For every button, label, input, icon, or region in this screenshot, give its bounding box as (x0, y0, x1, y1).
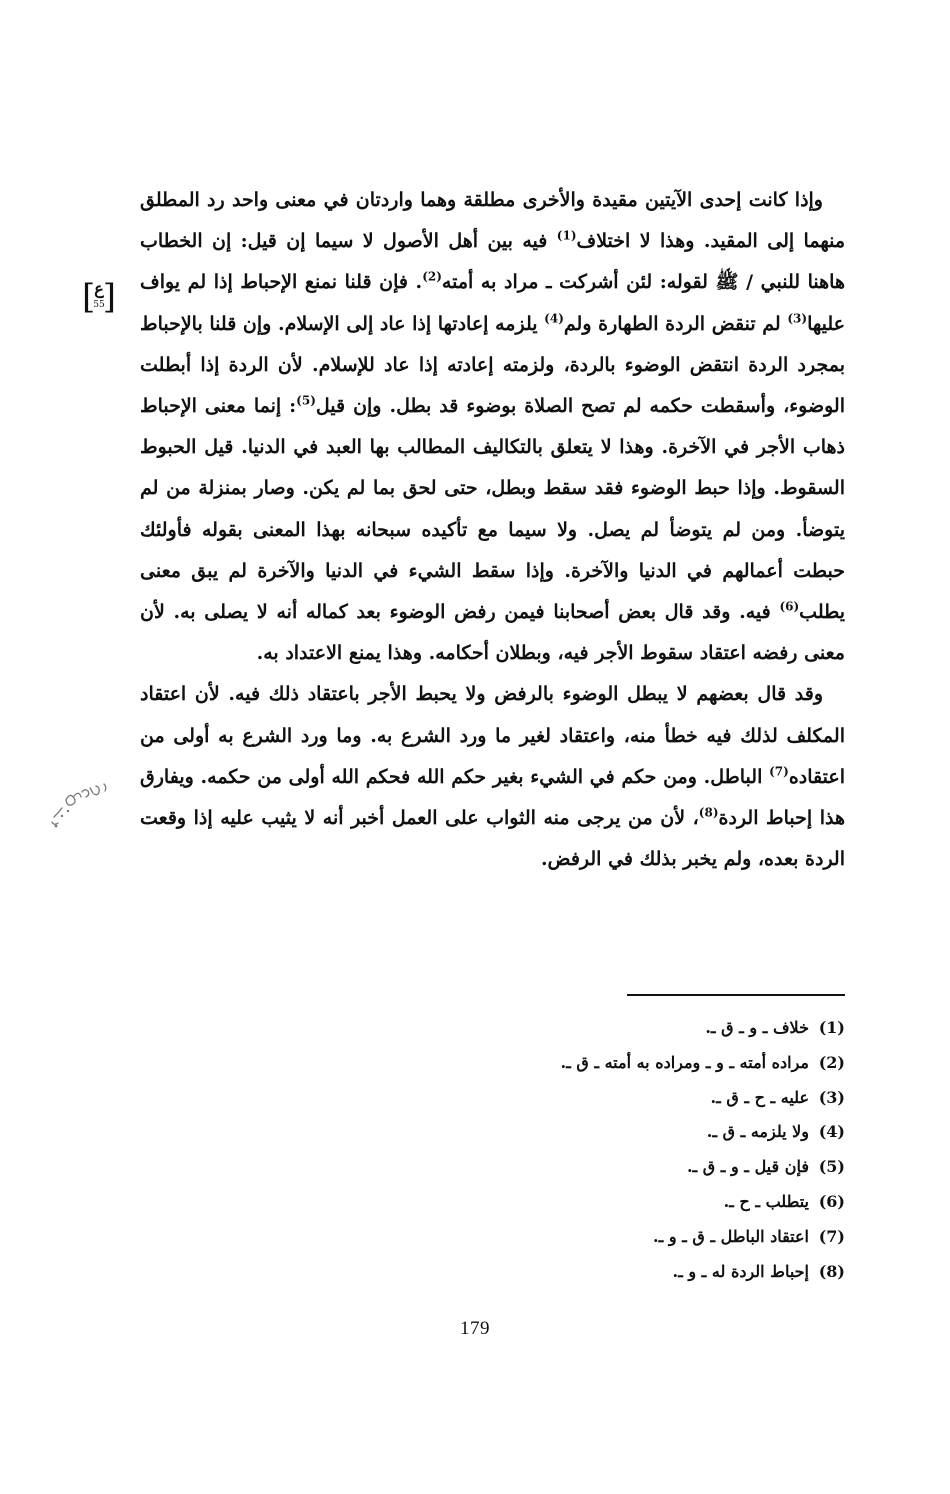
footnote-item (400, 1081, 845, 1116)
footnote-item (400, 1046, 845, 1081)
footnote-number: (8) (818, 1261, 845, 1281)
footnote-text: ولا يلزمه ـ ق ـ. (706, 1122, 809, 1142)
footnote-number: (2) (818, 1052, 845, 1072)
footnote-reference: (3) (787, 311, 808, 326)
footnote-separator (627, 994, 845, 996)
footnotes (400, 1011, 845, 1289)
footnote-item (400, 1150, 845, 1185)
footnote-text: يتطلب ـ ح ـ. (723, 1191, 809, 1211)
footnote-text: خلاف ـ و ـ ق ـ. (705, 1018, 809, 1037)
text-segment: فيه. وقد قال بعض أصحابنا فيمن رفض الوضوء بعد كماله أنه لا يصلى به. لأن معنى رفضه اعتقاد سقوط الأجر فيه، وبطلان أحكامه. وهذا يمنع الاعتداد به. (140, 601, 845, 665)
footnote-reference: (6) (779, 599, 800, 614)
marker-bracket-left: [ (82, 277, 96, 317)
footnote-reference: (2) (422, 270, 442, 285)
text-segment: . فإن قلنا نمنع الإحباط إذا لم يواف عليها (140, 271, 845, 335)
text-segment: لم تنقض الردة الطهارة ولم (563, 312, 788, 335)
footnote-reference: (5) (296, 393, 316, 408)
footnote-number: (5) (818, 1157, 845, 1177)
handwritten-margin-note (44, 778, 114, 838)
text-segment: : إنما معنى الإحباط ذهاب الأجر في الآخرة. وهذا لا يتعلق بالتكاليف المطالب بها العبد في الدنيا. قيل الحبوط السقوط. وإذا حبط الوضوء فقد سقط وبطل، حتى لحق بما لم يكن. وصار بمنزلة من لم يتوضأ. ومن لم يتوضأ لم يصل. ولا سيما مع تأكيده سبحانه بهذا المعنى بقوله فأولئك حبطت أعمالهم في الدنيا والآخرة. وإذا سقط الشيء في الدنيا والآخرة لم يبق معنى يطلب (140, 395, 845, 624)
footnote-number: (4) (818, 1122, 845, 1142)
manuscript-page-marker (82, 276, 116, 318)
footnote-reference: (4) (544, 311, 564, 326)
text-segment: وقد قال بعضهم لا يبطل الوضوء بالرفض ولا يحبط الأجر باعتقاد ذلك فيه. لأن اعتقاد المكلف لذلك فيه خطأ منه، واعتقاد لغير ما ورد الشرع به. وما ورد الشرع به أولى من اعتقاده (140, 683, 845, 788)
footnote-number: (6) (818, 1191, 845, 1211)
text-segment: الباطل. ومن حكم في الشيء بغير حكم الله فحكم الله أولى من حكمه. ويفارق هذا إحباط الردة (140, 765, 845, 830)
text-segment: وإذا كانت إحدى الآيتين مقيدة والأخرى مطلقة وهما واردتان في معنى واحد رد المطلق منهما إلى المقيد. وهذا لا اختلاف (140, 189, 845, 253)
footnote-number: (3) (818, 1087, 845, 1107)
page-number: 179 (460, 1318, 490, 1339)
footnote-number: (7) (818, 1226, 845, 1246)
footnote-text: إحباط الردة له ـ و ـ. (672, 1261, 809, 1281)
paragraph (140, 674, 845, 880)
footnote-item (400, 1185, 845, 1220)
paragraph (140, 180, 845, 674)
footnote-item (400, 1220, 845, 1255)
footnote-number: (1) (818, 1018, 845, 1037)
marker-number: 55 (93, 300, 105, 310)
marker-bracket-right: ] (102, 277, 116, 317)
footnote-item (400, 1115, 845, 1150)
text-segment: يلزمه إعادتها إذا عاد إلى الإسلام. وإن قلنا بالإحباط بمجرد الردة انتقض الوضوء بالردة، ولزمته إعادته إذا عاد للإسلام. لأن الردة إذا أبطلت الوضوء، وأسقطت حكمه لم تصح الصلاة بوضوء قد بطل. وإن قيل (140, 312, 845, 418)
text-segment: ، لأن من يرجى منه الثواب على العمل أخبر أنه لا يثيب عليه إذا وقعت الردة بعده، ولم يخبر بذلك في الرفض. (140, 807, 845, 871)
footnote-text: فإن قيل ـ و ـ ق ـ. (686, 1157, 809, 1177)
footnote-reference: (8) (698, 805, 719, 820)
footnote-text: عليه ـ ح ـ ق ـ. (710, 1087, 809, 1107)
footnote-item (400, 1255, 845, 1290)
footnote-reference: (7) (769, 764, 789, 779)
main-text (140, 180, 845, 880)
footnote-item (400, 1011, 845, 1046)
text-segment: فيه بين أهل الأصول لا سيما إن قيل: إن الخطاب هاهنا للنبي / ﷺ لقوله: لئن أشركت ـ مراد به أمته (140, 230, 845, 294)
footnote-reference: (1) (556, 228, 577, 243)
marker-letter: ع (94, 279, 104, 298)
footnote-text: مراده أمته ـ و ـ ومراده به أمته ـ ق ـ. (560, 1052, 809, 1072)
footnote-text: اعتقاد الباطل ـ ق ـ و ـ. (653, 1226, 809, 1246)
